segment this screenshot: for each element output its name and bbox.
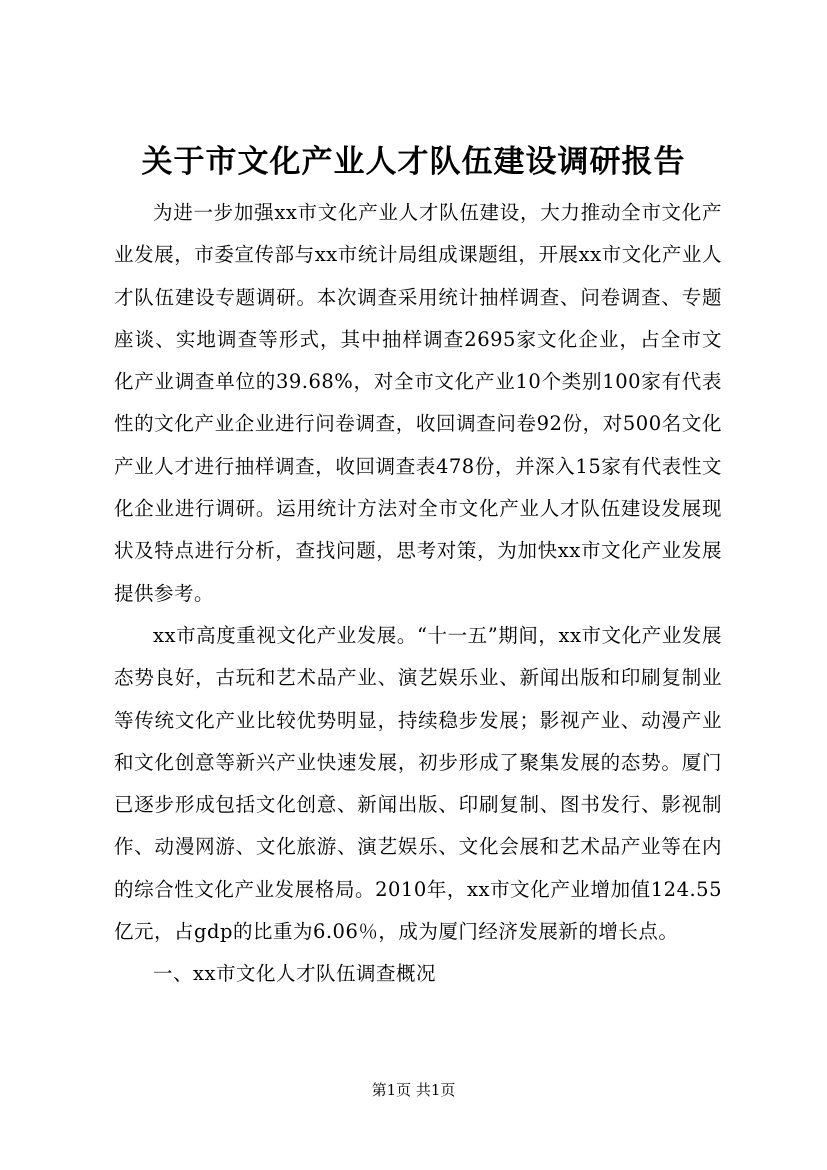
section-heading: 一、xx市文化人才队伍调查概况 <box>153 962 436 986</box>
paragraph-industry-overview: xx市高度重视文化产业发展。“十一五”期间，xx市文化产业发展态势良好，古玩和艺术品产业、演艺娱乐业、新闻出版和印刷复制业等传统文化产业比较优势明显，持续稳步发展；影视产业、动漫产业和文化创意等新兴产业快速发展，初步形成了聚集发展的态势。厦门已逐步形成包括文化创意、新闻出版、印刷复制、图书发行、影视制作、动漫网游、文化旅游、演艺娱乐、文化会展和艺术品产业等在内的综合性文化产业发展格局。2010年，xx市文化产业增加值124.55亿元，占gdp的比重为6.06％，成为厦门经济发展新的增长点。 <box>114 623 722 944</box>
page-number-footer: 第1页 共1页 <box>371 1081 456 1099</box>
document-body <box>114 192 722 996</box>
paragraph-intro: 为进一步加强xx市文化产业人才队伍建设，大力推动全市文化产业发展，市委宣传部与xx市统计局组成课题组，开展xx市文化产业人才队伍建设专题调研。本次调查采用统计抽样调查、问卷调查、专题座谈、实地调查等形式，其中抽样调查2695家文化企业，占全市文化产业调查单位的39.68%，对全市文化产业10个类别100家有代表性的文化产业企业进行问卷调查，收回调查问卷92份，对500名文化产业人才进行抽样调查，收回调查表478份，并深入15家有代表性文化企业进行调研。运用统计方法对全市文化产业人才队伍建设发展现状及特点进行分析，查找问题，思考对策，为加快xx市文化产业发展提供参考。 <box>114 201 722 605</box>
document-title: 关于市文化产业人才队伍建设调研报告 <box>141 144 686 180</box>
